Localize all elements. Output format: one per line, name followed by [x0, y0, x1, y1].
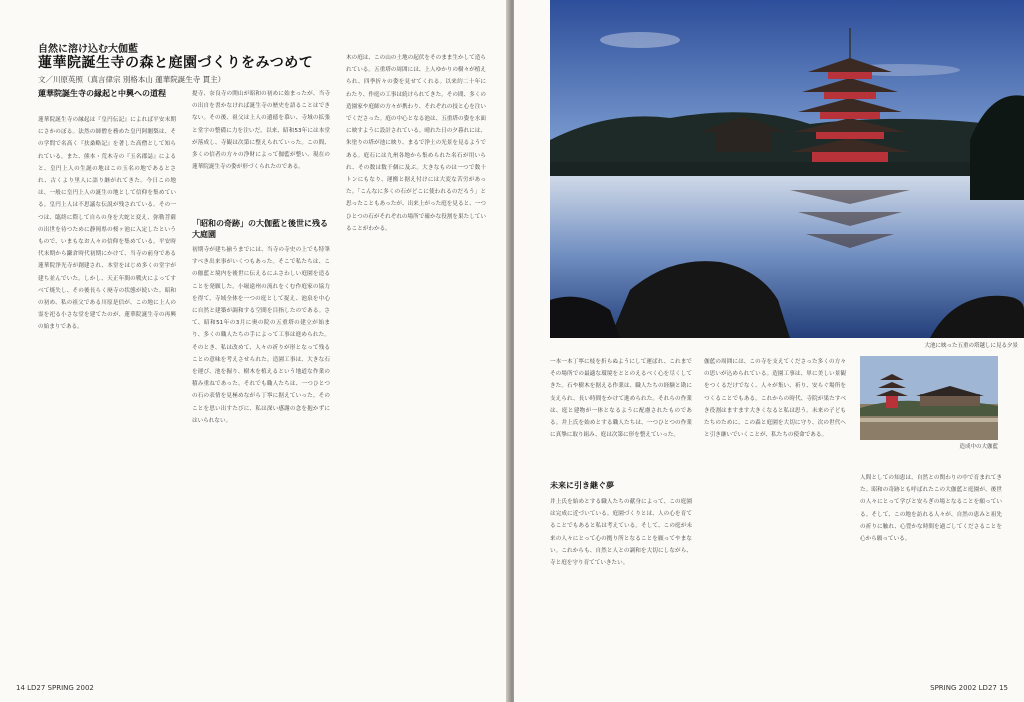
subhead-miracle: 「昭和の奇跡」の大伽藍と後世に残る大庭園	[192, 219, 328, 239]
subhead-origins: 蓮華院誕生寺の縁起と中興への道程	[38, 89, 166, 98]
right-page	[514, 0, 1024, 702]
body-column-1: 蓮華院誕生寺の縁起は『皇円伝記』によれば平安末期にさかのぼる。法然の師僧を務めた皇円阿闍梨は、その学問で名高く『扶桑略記』を著した高僧として知られている。また、熊本・荒木寺の『玉名郡誌』によると、皇円上人の生誕の地はこの玉名の地であるとされ、古くより里人に語り継がれてきた。今日この地は、一般に皇円上人の誕生の地として信仰を集めている。皇円上人は不思議な伝説が残されている。その一つは、臨終に際して自らの身を大蛇と変え、弥勒菩薩の出世を待つために静岡県の桜ヶ池に入定したというもので、いまもなお人々の信仰を集めている。平安時代末期から鎌倉時代初期にかけて、当寺の前身である蓮華院浄光寺が創建され、本堂をはじめ多くの堂宇が建ち並んでいた。しかし、天正年間の戦火によってすべて焼失し、その後長らく廃寺の状態が続いた。昭和の初め、私の祖父である川原是信が、この地に上人の霊を祀る小さな堂を建てたのが、蓮華院誕生寺の再興の始まりである。	[38, 117, 176, 331]
main-photo-caption: 大池に映った五重の塔越しに見る夕景	[924, 343, 1018, 349]
main-photo-pagoda	[550, 0, 1024, 338]
body-column-r2: 伽藍の周囲には、この寺を支えてくださった多くの方々の思いが込められている。造園工事は、単に美しい景観をつくるだけでなく、人々が集い、祈り、安らぐ場所をつくることでもある。これからの時代、寺院が果たすべき役割はますます大きくなると私は思う。未来の子どもたちのために、この森と庭園を大切に守り、次の世代へと引き継いでいくことが、私たちの使命である。	[704, 359, 846, 439]
body-column-r3: 人間としての知恵は、自然との関わりの中で育まれてきた。昭和の奇跡とも呼ばれたこの大伽藍と庭園が、後世の人々にとって学びと安らぎの場となることを願っている。そして、この地を訪れる人々が、自然の恵みと祖先の祈りに触れ、心豊かな時間を過ごしてくださることを心から願っている。	[860, 475, 1002, 543]
body-column-2a: 提寺、奈良寺の開山が昭和の初めに始まったが、当寺の出自を書かなければ誕生寺の歴史を語ることはできない。その後、祖父は上人の遺徳を慕い、寺域の拡張と堂宇の整備に力を注いだ。以来、昭和53年には本堂が落成し、寺観は次第に整えられていった。この間、多くの信者の方々の浄財によって伽藍が整い、現在の蓮華院誕生寺の姿が形づくられたのである。	[192, 91, 330, 171]
body-column-r1a: 一本一本丁寧に枝を折らぬようにして運ばれ、これまでその場所での最適な環境をととのえるべく心を尽くしてきた。石や樹木を据える作業は、職人たちの経験と勘に支えられ、長い時間をかけて進められた。それらの作業は、庭と建物が一体となるように配慮されたものである。井上氏を始めとする職人たちは、一つひとつの作業に真摯に取り組み、庭は次第に形を整えていった。	[550, 359, 692, 439]
small-photo-construction	[860, 356, 998, 440]
subhead-future: 未来に引き継ぐ夢	[550, 481, 614, 490]
left-page	[0, 0, 510, 702]
body-column-3: 木の庭は、この山の土地の起伏をそのまま生かして造られている。五重塔の周囲には、上人ゆかりの樹々が植えられ、四季折々の姿を見せてくれる。以来約二十年にわたり、作庭の工事は続けられてきた。その間、多くの造園家や庭師の方々が携わり、それぞれの技と心を注いでくださった。庭の中心となる池は、五重塔の姿を水面に映すように設計されている。晴れた日の夕暮れには、朱塗りの塔が池に映り、まるで浄土の光景を見るようである。庭石には九州各地から集められた名石が用いられ、その数は数千個に及ぶ。大きなものは一つで数十トンにもなり、運搬と据え付けには大変な苦労があった。「こんなに多くの石がどこに使われるのだろう」と思ったこともあったが、出来上がった庭を見ると、一つひとつの石がそれぞれの場所で確かな役割を果たしていることがわかる。	[346, 55, 486, 232]
article-kicker: 自然に溶け込む大伽藍	[38, 44, 138, 55]
page-folio-right: SPRING 2002 LD27 15	[930, 684, 1008, 692]
author-byline: 文／川原英照（真言律宗 別格本山 蓮華院誕生寺 貫主）	[38, 75, 226, 84]
body-column-2b: 初期寺が建ち揃うまでには、当寺の寺史の上でも特筆すべき出来事がいくつもあった。そこで私たちは、この伽藍と境内を後世に伝えるにふさわしい庭園を造ることを発願した。小堀遠州の流れをくむ作庭家の協力を得て、寺域全体を一つの庭として捉え、池泉を中心に自然と建築が調和する空間を目指したのである。さて、昭和51年の3月に奥の院の五重塔の建立が始まり、多くの職人たちの手によって工事は進められた。そのとき、私は改めて、人々の祈りが形となって残ることの意味を考えさせられた。造園工事は、大きな石を運び、池を掘り、樹木を植えるという地道な作業の積み重ねであった。それでも職人たちは、一つひとつの石の表情を見極めながら丁寧に据えていった。そのことを思い出すたびに、私は深い感謝の念を抱かずにはいられない。	[192, 247, 330, 424]
body-column-r1b: 井上氏を始めとする職人たちの献身によって、この庭園は完成に近づいている。庭園づくりとは、人の心を育てることでもあると私は考えている。そして、この庭が未来の人々にとって心の拠り所となることを願ってやまない。これからも、自然と人との調和を大切にしながら、寺と庭を守り育てていきたい。	[550, 499, 692, 567]
small-photo-caption: 造成中の大伽藍	[959, 444, 998, 450]
page-folio-left: 14 LD27 SPRING 2002	[16, 684, 94, 692]
article-title: 蓮華院誕生寺の森と庭園づくりをみつめて	[38, 55, 314, 71]
